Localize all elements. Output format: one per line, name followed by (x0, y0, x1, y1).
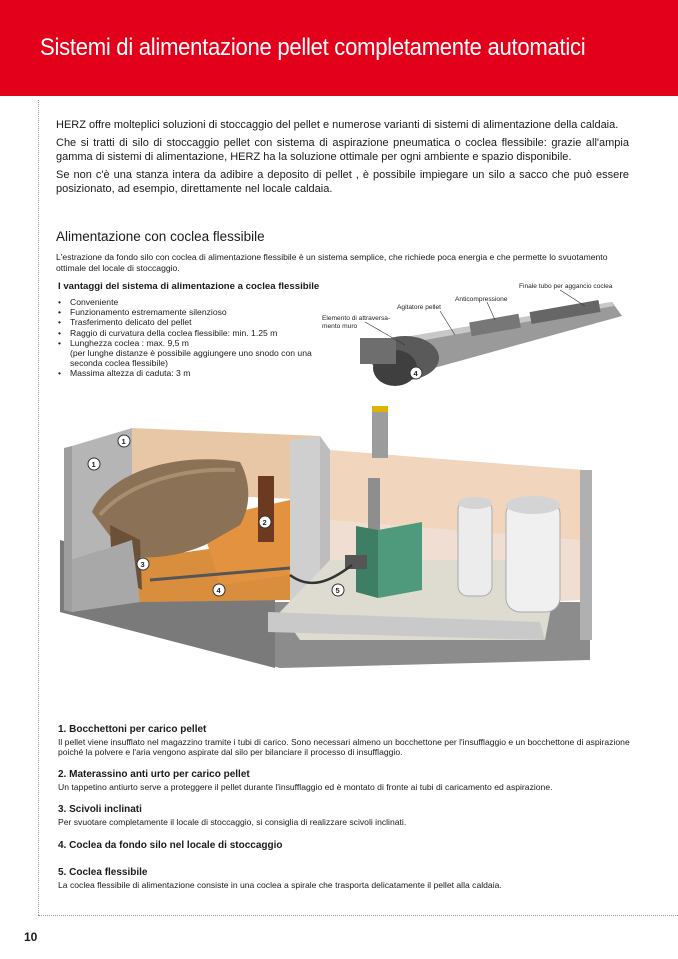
legend-item (58, 841, 638, 853)
legend-item-title: 2. Materassino anti urto per carico pellet (58, 769, 250, 780)
intro-paragraph-2: Che si tratti di silo di stoccaggio pellet con sistema di aspirazione pneumatica o coclea flessibile: grazie all'ampia gamma di sistemi di alimentazione, HERZ ha la soluzione ottimale per ogni ambiente e spazio disponibile. (56, 137, 629, 163)
buffer-tank-large (506, 500, 560, 612)
advantage-item: • Conveniente (58, 297, 328, 307)
agitator-housing (360, 338, 396, 364)
advantage-item: • Raggio di curvatura della coclea flessibile: min. 1.25 m (58, 328, 328, 338)
legend-item-text: Un tappetino antiurto serve a proteggere il pellet durante l'insufflaggio ed è montato di fronte ai tubi di caricamento ed aspirazione. (58, 781, 553, 792)
marker-3 (137, 558, 149, 570)
intro-paragraph-1: HERZ offre molteplici soluzioni di stoccaggio del pellet e numerose varianti di sistemi di alimentazione della caldaia. (56, 119, 619, 131)
buffer-tank-small (458, 500, 492, 596)
boiler-front (378, 522, 422, 598)
legend-item (58, 770, 638, 792)
legend-item-text: La coclea flessibile di alimentazione consiste in una coclea a spirale che trasporta delicatamente il pellet alla caldaia. (58, 879, 502, 890)
marker-2 (259, 516, 271, 528)
section-title: Alimentazione con coclea flessibile (56, 229, 265, 244)
building-cutaway (60, 406, 592, 668)
legend-item-title: 5. Coclea flessibile (58, 867, 148, 878)
advantage-note: (per lunghe distanze è possibile aggiungere uno snodo con una (70, 348, 312, 359)
svg-text:3: 3 (140, 560, 145, 569)
advantage-note: seconda coclea flessibile) (70, 358, 168, 369)
intro-paragraph-3: Se non c'è una stanza intera da adibire a deposito di pellet , è possibile impiegare un silo a sacco che può essere posizionato, ad esempio, direttamente nel locale caldaia. (56, 169, 629, 195)
legend-item-title: 3. Scivoli inclinati (58, 804, 142, 815)
margin-guide-horizontal (38, 915, 678, 916)
label-anticompressione: Anticompressione (455, 296, 508, 303)
marker-5 (332, 584, 344, 596)
marker-4 (213, 584, 225, 596)
legend-item (58, 805, 638, 827)
advantage-item: • Funzionamento estremamente silenzioso (58, 307, 328, 317)
advantage-item: • Lunghezza coclea : max. 9,5 m (58, 338, 328, 348)
label-elemento-2: mento muro (322, 323, 358, 330)
marker-1a (118, 435, 130, 447)
boiler-right-wall (580, 470, 592, 640)
legend-item (58, 725, 638, 758)
advantages-title: I vantaggi del sistema di alimentazione a coclea flessibile (58, 281, 320, 292)
svg-text:5: 5 (335, 586, 340, 595)
svg-text:1: 1 (91, 460, 96, 469)
svg-text:4: 4 (216, 586, 221, 595)
advantage-item: • Trasferimento delicato del pellet (58, 317, 328, 327)
svg-text:1: 1 (121, 437, 126, 446)
page-title: Sistemi di alimentazione pellet completamente automatici (40, 34, 586, 61)
legend-item-title: 1. Bocchettoni per carico pellet (58, 724, 207, 735)
svg-text:2: 2 (262, 518, 267, 527)
chimney (372, 410, 388, 458)
legend-item-text: Il pellet viene insufflato nel magazzino tramite i tubi di carico. Sono necessari almeno un bocchettone per l'insufflaggio e un bocchettone di aspirazione poiché la polvere e l'aria vengono aspirate dal silo per bilanciare il processo di insufflaggio. (58, 736, 630, 757)
auger-illustration (322, 283, 622, 386)
legend-item-title: 4. Coclea da fondo silo nel locale di stoccaggio (58, 840, 283, 851)
label-finale: Finale tubo per aggancio coclea (519, 283, 613, 290)
section-description: L'estrazione da fondo silo con coclea di alimentazione flessibile è un sistema semplice, che richiede poca energia e che permette lo svuotamento ottimale del locale di stoccaggio. (56, 252, 608, 273)
label-agitatore: Agitatore pellet (397, 304, 441, 311)
page-number: 10 (24, 930, 38, 944)
marker-4-auger-text: 4 (413, 369, 418, 378)
legend-item-text: Per svuotare completamente il locale di stoccaggio, si consiglia di realizzare scivoli inclinati. (58, 816, 407, 827)
legend-item (58, 868, 638, 890)
marker-1b (88, 458, 100, 470)
label-elemento-1: Elemento di attraversa- (322, 315, 391, 322)
advantage-item: • Massima altezza di caduta: 3 m (58, 368, 328, 378)
anti-impact-mat (258, 476, 274, 542)
